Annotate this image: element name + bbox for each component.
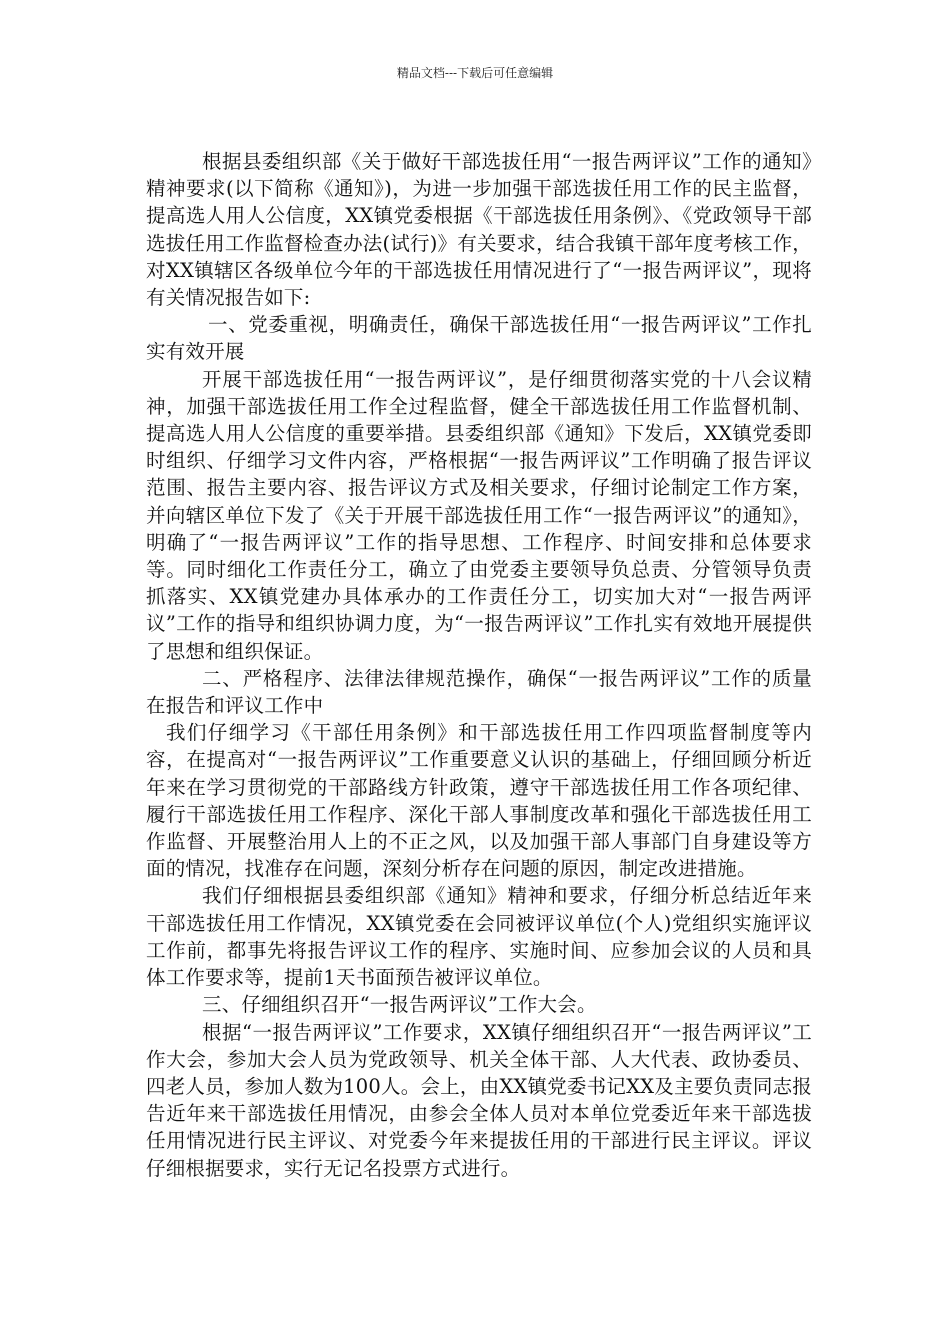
section-2-paragraph-1-first-line: 我们仔细学习《干部任用条例》和干部选拔任用工作四项监督制: [166, 721, 751, 745]
section-2-paragraph-1-rest: 度等内容，在提高对“一报告两评议”工作重要意义认识的基础上，仔细回顾分析近年来在学习贯彻党的干部路线方针政策，遵守干部选拔任用工作各项纪律、履行干部选拔任用工作程序、深化干部人事制度改革和强化干部选拔任用工作监督、开展整治用人上的不正之风，以及加强干部人事部门自身建设等方面的情况，找准存在问题，深刻分析存在问题的原因，制定改进措施。: [146, 721, 812, 881]
intro-paragraph: 根据县委组织部《关于做好干部选拔任用“一报告两评议”工作的通知》精神要求(以下简称《通知》)，为进一步加强干部选拔任用工作的民主监督，提高选人用人公信度，XX镇党委根据《干部选拔任用条例》、《党政领导干部选拔任用工作监督检查办法(试行)》有关要求，结合我镇干部年度考核工作，对XX镇辖区各级单位今年的干部选拔任用情况进行了“一报告两评议”，现将有关情况报告如下:: [146, 150, 812, 310]
section-heading-1: 一、党委重视，明确责任，确保干部选拔任用“一报告两评议”工作扎实有效开展: [146, 313, 812, 364]
section-2-paragraph-2: 我们仔细根据县委组织部《通知》精神和要求，仔细分析总结近年来干部选拔任用工作情况，XX镇党委在会同被评议单位(个人)党组织实施评议工作前，都事先将报告评议工作的程序、实施时间、应参加会议的人员和具体工作要求等，提前1天书面预告被评议单位。: [146, 884, 812, 990]
page-header: 精品文档---下载后可任意编辑: [396, 66, 554, 80]
section-1-paragraph: 开展干部选拔任用“一报告两评议”，是仔细贯彻落实党的十八会议精神，加强干部选拔任用工作全过程监督，健全干部选拔任用工作监督机制、提高选人用人公信度的重要举措。县委组织部《通知》下发后，XX镇党委即时组织、仔细学习文件内容，严格根据“一报告两评议”工作明确了报告评议范围、报告主要内容、报告评议方式及相关要求，仔细讨论制定工作方案，并向辖区单位下发了《关于开展干部选拔任用工作“一报告两评议”的通知》，明确了“一报告两评议”工作的指导思想、工作程序、时间安排和总体要求等。同时细化工作责任分工，确立了由党委主要领导负总责、分管领导负责抓落实、XX镇党建办具体承办的工作责任分工，切实加大对“一报告两评议”工作的指导和组织协调力度，为“一报告两评议”工作扎实有效地开展提供了思想和组织保证。: [146, 367, 812, 663]
section-2-paragraph-1: [146, 719, 812, 882]
section-heading-3: 三、仔细组织召开“一报告两评议”工作大会。: [202, 993, 597, 1017]
section-heading-2: 二、严格程序、法律法律规范操作，确保“一报告两评议”工作的质量在报告和评议工作中: [146, 666, 812, 718]
document-body: [146, 148, 812, 1182]
section-3-paragraph: 根据“一报告两评议”工作要求，XX镇仔细组织召开“一报告两评议”工作大会，参加大会人员为党政领导、机关全体干部、人大代表、政协委员、四老人员，参加人数为100人。会上，由XX镇党委书记XX及主要负责同志报告近年来干部选拔任用情况，由参会全体人员对本单位党委近年来干部选拔任用情况进行民主评议、对党委今年来提拔任用的干部进行民主评议。评议仔细根据要求，实行无记名投票方式进行。: [146, 1020, 812, 1180]
